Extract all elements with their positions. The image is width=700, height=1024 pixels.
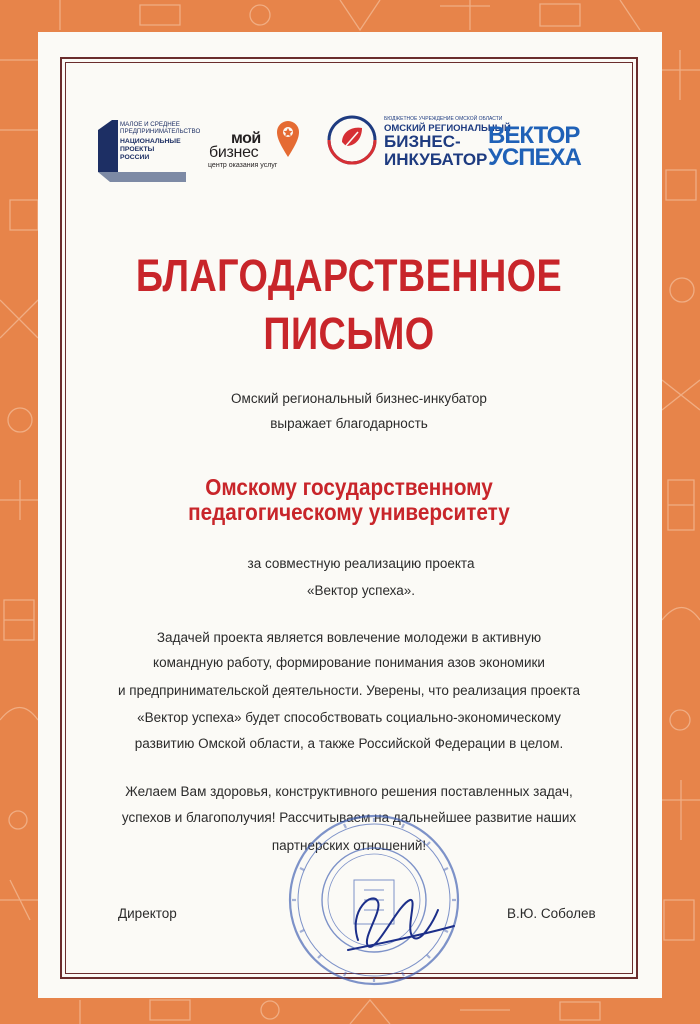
sender-line1: Омский региональный бизнес-инкубатор [231, 391, 487, 406]
recipient-line2: педагогическому университету [188, 499, 510, 525]
wishes-line: Желаем Вам здоровья, конструктивного решения поставленных задач, [125, 784, 573, 799]
national-projects-caption [120, 121, 201, 162]
incubator-org-type: БЮДЖЕТНОЕ УЧРЕЖДЕНИЕ ОМСКОЙ ОБЛАСТИ [384, 116, 503, 122]
body-line: и предпринимательской деятельности. Уверены, что реализация проекта [117, 683, 581, 698]
body-line: Задачей проекта является вовлечение молодежи в активную [156, 630, 542, 645]
body-line: «Вектор успеха» будет способствовать социально-экономическому [137, 710, 561, 725]
location-pin-icon [275, 119, 301, 159]
mb-word1: мой [231, 130, 261, 147]
recipient-line1: Омскому государственному [205, 474, 493, 500]
np-line1: МАЛОЕ И СРЕДНЕЕ ПРЕДПРИНИМАТЕЛЬСТВО [120, 121, 201, 136]
leaf-circle-icon [326, 114, 378, 166]
mb-subtitle: центр оказания услуг [208, 162, 278, 169]
signer-role: Директор [118, 906, 177, 921]
wishes-line: партнерских отношений! [271, 838, 427, 853]
mb-word2: бизнес [209, 144, 259, 161]
body-line: командную работу, формирование понимания азов экономики [153, 655, 545, 670]
letter-title-line2: ПИСЬМО [263, 308, 435, 359]
incubator-name-line2: БИЗНЕС- [384, 132, 461, 151]
incubator-name-line3: ИНКУБАТОР [384, 150, 488, 169]
np-line2: НАЦИОНАЛЬНЫЕ ПРОЕКТЫ РОССИИ [120, 138, 181, 161]
reason-line2: «Вектор успеха». [306, 583, 416, 598]
reason-line1: за совместную реализацию проекта [247, 556, 475, 571]
vector-logo-line2: УСПЕХА [488, 144, 581, 171]
signer-name: В.Ю. Соболев [507, 906, 596, 921]
incubator-name-line1: ОМСКИЙ РЕГИОНАЛЬНЫЙ [384, 123, 511, 134]
letter-title-line1: БЛАГОДАРСТВЕННОЕ [135, 250, 563, 301]
vector-logo-line1: ВЕКТОР [488, 122, 580, 149]
wishes-line: успехов и благополучия! Рассчитываем на дальнейшее развитие наших [121, 810, 577, 825]
body-line: развитию Омской области, а также Российской Федерации в целом. [134, 736, 564, 751]
director-signature [318, 880, 458, 960]
sender-line2: выражает благодарность [270, 416, 428, 431]
